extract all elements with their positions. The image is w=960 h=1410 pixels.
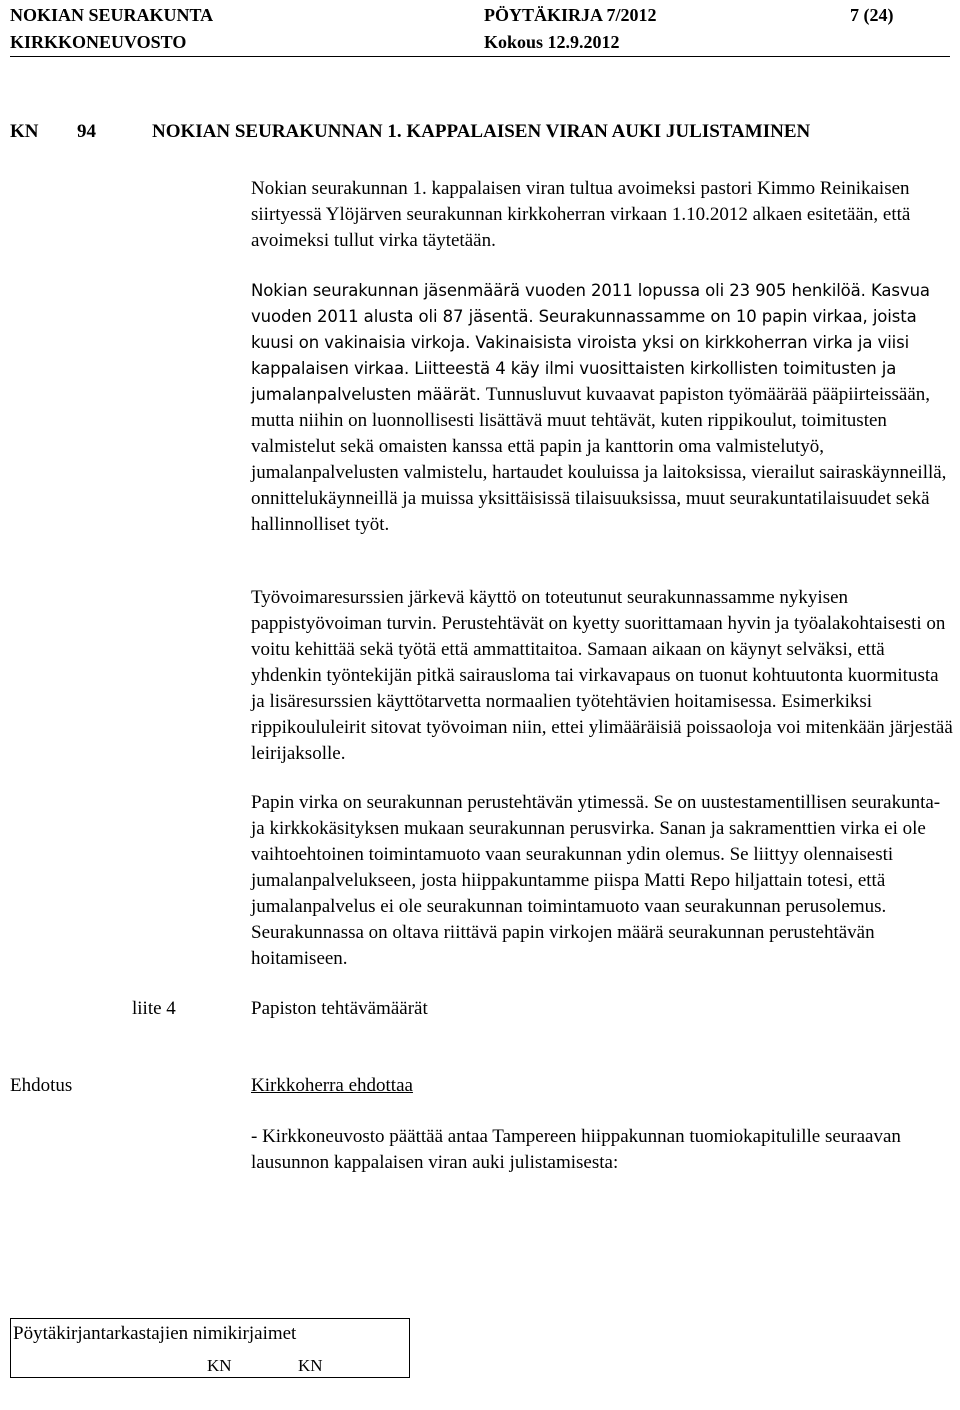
page-number: 7 (24) [850,5,894,25]
section-title: NOKIAN SEURAKUNNAN 1. KAPPALAISEN VIRAN AUKI JULISTAMINEN [152,121,811,142]
paragraph-statistics [251,278,953,538]
doc-title: PÖYTÄKIRJA 7/2012 [484,5,657,25]
section-number: 94 [77,121,96,142]
paragraph-intro: Nokian seurakunnan 1. kappalaisen viran tultua avoimeksi pastori Kimmo Reinikaisen siirtyessä Ylöjärven seurakunnan kirkkoherran virkaan 1.10.2012 alkaen esitetään, että avoimeksi tullut virka täytetään. [251,178,911,251]
signature-box [10,1318,410,1378]
signature-initial-2: KN [298,1356,323,1375]
org-name: NOKIAN SEURAKUNTA [10,5,214,25]
paragraph-decision: - Kirkkoneuvosto päättää antaa Tampereen hiippakunnan tuomiokapitulille seuraavan lausunnon kappalaisen viran auki julistamisesta: [251,1126,901,1173]
attachment-label: liite 4 [132,998,176,1019]
paragraph-office: Papin virka on seurakunnan perustehtävän ytimessä. Se on uustestamentillisen seurakunta- ja kirkkokäsityksen mukaan seurakunnan perusvirka. Sanan ja sakramenttien virka ei ole vaihtoehtoinen toimintamuoto vaan seurakunnan ydin olemus. Se liittyy olennaisesti jumalanpalvelukseen, josta hiippakuntamme piispa Matti Repo hiljattain totesi, että jumalanpalvelus ei ole seurakunnan toimintamuoto vaan seurakunnan perusolemus. Seurakunnassa on oltava riittävä papin virkojen määrä seurakunnan perustehtävän hoitamiseen. [251,792,941,969]
paragraph-statistics-part1: Nokian seurakunnan jäsenmäärä vuoden 2011 lopussa oli 23 905 henkilöä. Kasvua vuoden 2011 alusta oli 87 jäsentä. Seurakunnassamme on 10 papin virkaa, joista kuusi on vakinaisia virkoja. Vakinaisista viroista yksi on kirkkoherran virka ja viisi kappalaisen virkaa. Liitteestä 4 käy ilmi vuosittaisten kirkollisten toimitusten ja jumalanpalvelusten määrät. [251,281,930,404]
proposal-label: Ehdotus [10,1075,73,1096]
signature-initial-1: KN [207,1356,232,1375]
paragraph-statistics-part2: Tunnusluvut kuvaavat papiston työmäärää pääpiirteissään, mutta niihin on luonnollisesti lisättävä muut tehtävät, kuten rippikoulut, toimitusten valmistelut sekä omaisten kanssa että papin ja kanttorin oma valmistelutyö, jumalanpalvelusten valmistelu, hartaudet kouluissa ja laitoksissa, vierailut sairaskäynneillä, onnittelukäynneillä ja muissa yksittäisissä tilaisuuksissa, muut seurakuntatilaisuudet sekä hallinnolliset työt. [251,384,947,535]
org-unit: KIRKKONEUVOSTO [10,32,187,52]
section-code: KN [10,121,39,142]
paragraph-resources: Työvoimaresurssien järkevä käyttö on toteutunut seurakunnassamme nykyisen pappistyövoiman turvin. Perustehtävät on kyetty suorittamaan hyvin ja työalakohtaisesti on voitu kehittää sekä työtä että ammattitaitoa. Samaan aikaan on käynyt selväksi, että yhdenkin työntekijän pitkä sairausloma tai virkavapaus on tuonut kohtuutonta kuormitusta ja lisäresurssien käyttötarvetta normaalien työtehtävien hoitamisessa. Esimerkiksi rippikoululeirit sitovat työvoiman niin, ettei ylimääräisiä poissaoloja voi mitenkään järjestää leirijaksolle. [251,587,953,764]
proposal-by-text: Kirkkoherra ehdottaa [251,1075,413,1096]
signature-title: Pöytäkirjantarkastajien nimikirjaimet [13,1323,297,1344]
attachment-title: Papiston tehtävämäärät [251,998,428,1019]
meeting-date: Kokous 12.9.2012 [484,32,620,52]
header-divider [10,56,950,57]
proposal-by [251,1073,413,1099]
